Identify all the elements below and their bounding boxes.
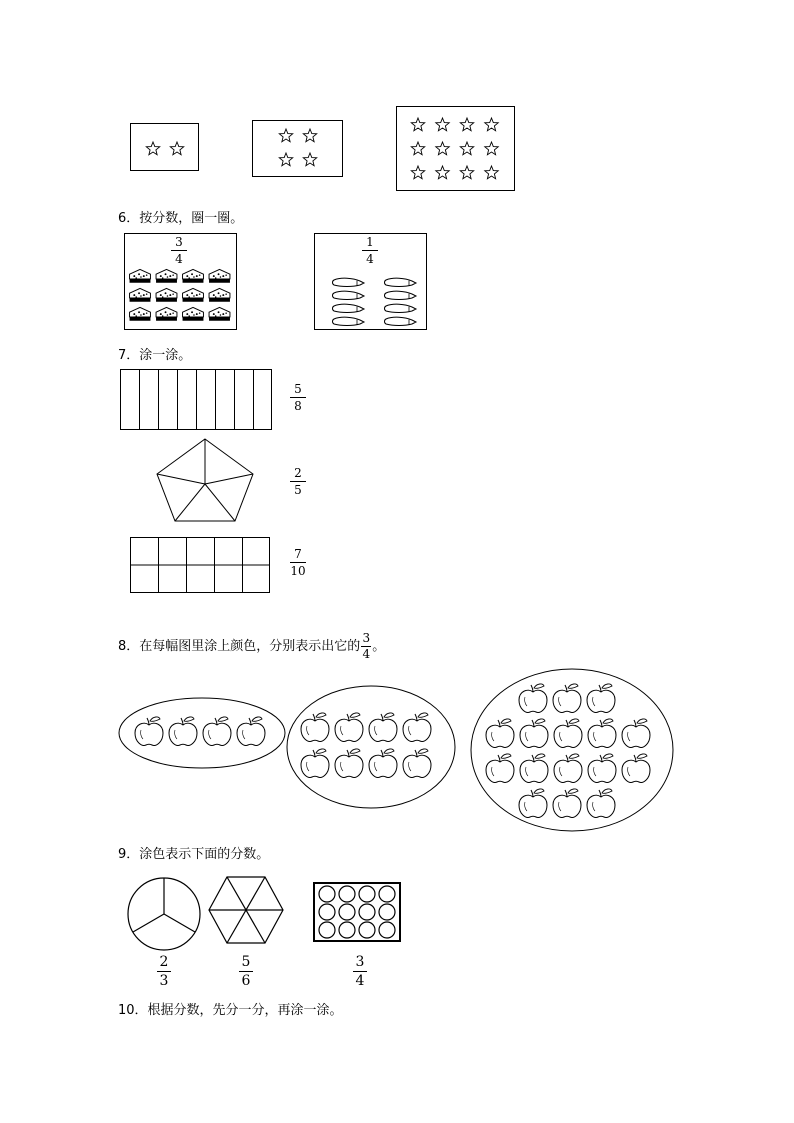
q7-rectangle-strips: [120, 369, 273, 431]
q9-fraction-1: 2 3: [157, 954, 171, 989]
question-8: 8．在每幅图里涂上颜色，分别表示出它的 $\frac{3}{4}$ 。: [118, 631, 386, 661]
question-10: 10．根据分数，先分一分，再涂一涂。: [118, 1003, 343, 1018]
q9-fraction-3: 3 4: [353, 954, 367, 989]
question-6: 6．按分数，圈一圈。: [118, 211, 244, 226]
q9-circle-box: [313, 882, 401, 942]
q7-pentagon: [155, 438, 255, 524]
q8-fraction: $\frac{3}{4}$: [362, 631, 371, 661]
q8-apple-group-2: [286, 685, 458, 811]
q7-grid: [130, 537, 271, 594]
q6-fraction-2: 1 4: [362, 235, 378, 266]
q7-fraction-2: 2 5: [290, 466, 306, 497]
q9-circle: [126, 876, 202, 952]
q9-hexagon: [208, 876, 284, 944]
star-box-3: [396, 106, 516, 192]
question-9: 9．涂色表示下面的分数。: [118, 847, 270, 862]
q6-fraction-1: 3 4: [171, 235, 187, 266]
question-7: 7．涂一涂。: [118, 348, 192, 363]
q8-apple-group-1: [118, 696, 288, 772]
q9-fraction-2: 5 6: [239, 954, 253, 989]
star-box-1: [130, 123, 200, 171]
q8-apple-group-3: [470, 668, 676, 834]
q7-fraction-3: 7 10: [290, 547, 306, 578]
q7-fraction-1: 5 8: [290, 382, 306, 413]
star-box-2: [252, 120, 344, 178]
